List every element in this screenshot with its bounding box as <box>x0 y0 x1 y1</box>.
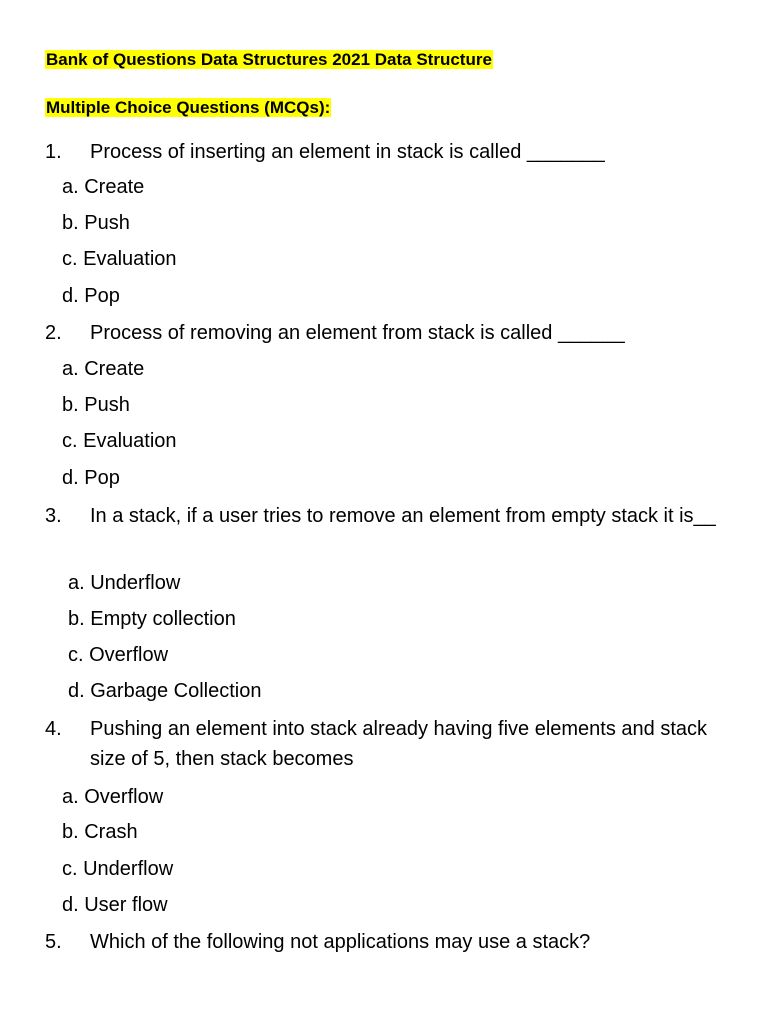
option: c. Underflow <box>62 858 174 880</box>
question-number: 5. <box>45 931 62 953</box>
option: b. Push <box>62 212 130 234</box>
option: b. Push <box>62 394 130 416</box>
option: c. Evaluation <box>62 248 177 270</box>
question-number: 3. <box>45 505 62 527</box>
question-number: 1. <box>45 141 62 163</box>
question-2 <box>45 318 725 348</box>
option: c. Evaluation <box>62 430 177 452</box>
document-title <box>45 49 493 71</box>
option: a. Overflow <box>62 786 164 808</box>
document-subtitle-text: Multiple Choice Questions (MCQs): <box>46 98 331 117</box>
document-title-text: Bank of Questions Data Structures 2021 Data Structure <box>46 50 492 69</box>
option: d. Garbage Collection <box>68 680 262 702</box>
option: d. Pop <box>62 467 120 489</box>
option: d. Pop <box>62 285 120 307</box>
document-subtitle <box>45 97 331 119</box>
option: a. Create <box>62 176 145 198</box>
question-number: 2. <box>45 322 62 344</box>
question-5 <box>45 927 725 957</box>
option: b. Crash <box>62 821 138 843</box>
question-text: Process of inserting an element in stack is called _______ <box>90 141 605 163</box>
option: b. Empty collection <box>68 608 236 630</box>
question-text: Which of the following not applications may use a stack? <box>90 931 591 953</box>
question-3 <box>45 501 725 531</box>
option: a. Create <box>62 358 145 380</box>
question-4 <box>45 714 725 774</box>
option: c. Overflow <box>68 644 169 666</box>
question-text: Pushing an element into stack already having five elements and stack size of 5, then stack becomes <box>90 718 708 770</box>
question-number: 4. <box>45 718 62 740</box>
question-text: In a stack, if a user tries to remove an element from empty stack it is__ <box>90 505 716 527</box>
option: a. Underflow <box>68 572 181 594</box>
option: d. User flow <box>62 894 168 916</box>
question-text: Process of removing an element from stack is called ______ <box>90 322 625 344</box>
question-1 <box>45 137 725 167</box>
